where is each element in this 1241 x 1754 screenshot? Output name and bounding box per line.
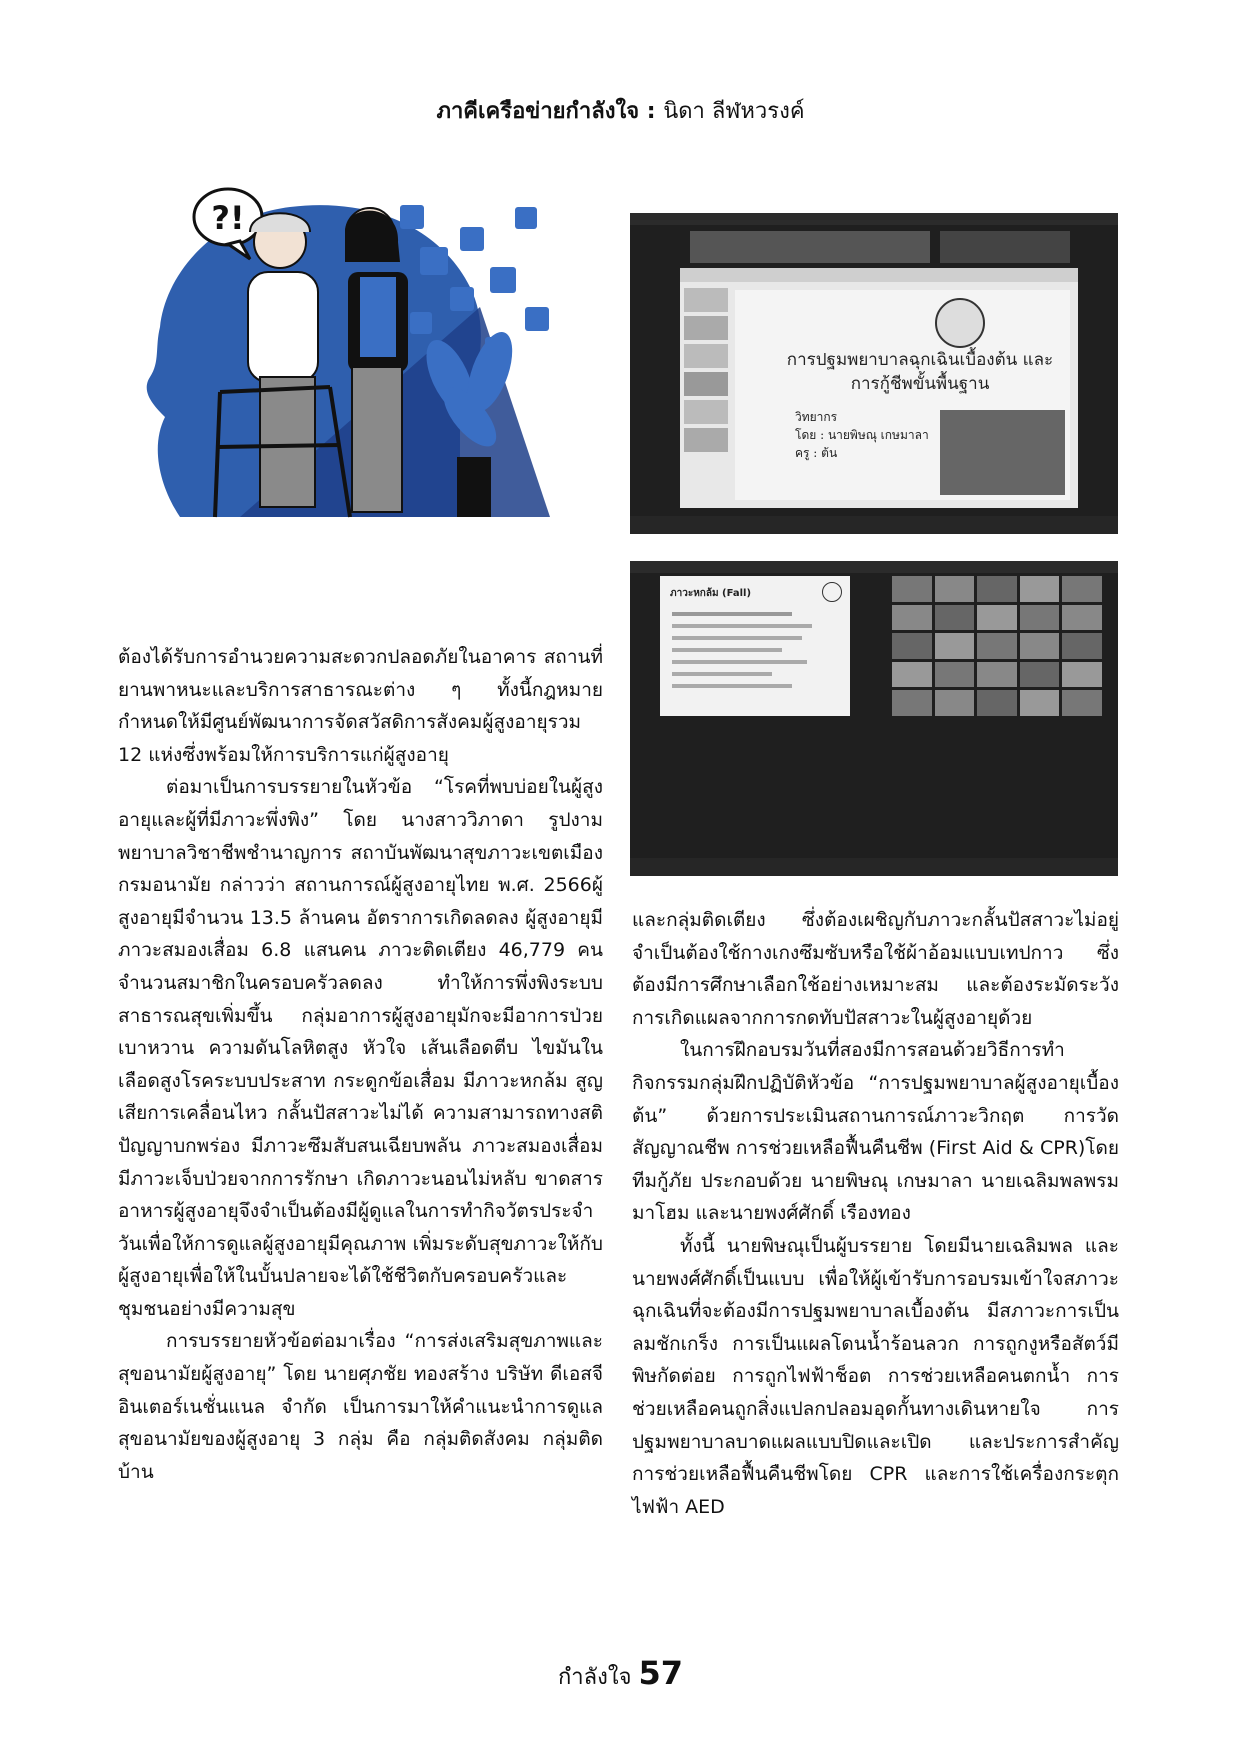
paragraph: ต้องได้รับการอำนวยความสะดวกปลอดภัยในอาคาร สถานที่ยานพาหนะและบริการสาธารณะต่าง ๆ ทั้งนี้กฎหมายกำหนดให้มีศูนย์พัฒนาการจัดสวัสดิการสังคมผู้สูงอายุรวม 12 แห่งซึ่งพร้อมให้การบริการแก่ผู้สูงอายุ — [118, 646, 603, 766]
video-conference-screenshot-1 — [630, 213, 1118, 534]
team-photo — [940, 410, 1065, 495]
shared-slide — [660, 576, 850, 716]
paragraph: ในการฝึกอบรมวันที่สองมีการสอนด้วยวิธีการทำกิจกรรมกลุ่มฝึกปฏิบัติหัวข้อ “การปฐมพยาบาลผู้สูงอายุเบื้องต้น” ด้วยการประเมินสถานการณ์ภาวะวิกฤต การวัดสัญญาณชีพ การช่วยเหลือฟื้นคืนชีพ (First Aid & CPR)โดยทีมกู้ภัย ประกอบด้วย นายพิษณุ เกษมาลา นายเฉลิมพลพรมมาโฮม และนายพงศ์ศักดิ์ เรืองทอง — [632, 1039, 1119, 1225]
participant-thumbnails — [690, 231, 930, 263]
page-number: 57 — [638, 1654, 684, 1692]
caregiver-illustration — [120, 187, 605, 577]
magazine-name: กำลังใจ — [557, 1665, 632, 1690]
slide-speaker-line2: ครู : ต้น — [795, 446, 838, 460]
paragraph: และกลุ่มติดเตียง ซึ่งต้องเผชิญกับภาวะกลั้นปัสสาวะไม่อยู่จำเป็นต้องใช้กางเกงซึมซับหรือใช้ผ้าอ้อมแบบเทปกาว ซึ่งต้องมีการศึกษาเลือกใช้อย่างเหมาะสม และต้องระมัดระวังการเกิดแผลจากการกดทับปัสสาวะในผู้สูงอายุด้วย — [632, 909, 1119, 1029]
slide-speaker-line1: โดย : นายพิษณุ เกษมาลา — [795, 428, 929, 442]
meeting-controls-bar[interactable] — [630, 858, 1118, 876]
presentation-toolbar — [680, 268, 1078, 282]
meeting-controls-bar[interactable] — [630, 516, 1118, 534]
slide-logo — [822, 582, 842, 602]
shared-slide — [680, 268, 1078, 508]
speech-bubble-text: ?! — [211, 199, 245, 237]
window-titlebar — [630, 561, 1118, 573]
page-footer — [0, 1654, 1241, 1694]
video-conference-screenshot-2 — [630, 561, 1118, 876]
slide-title-line2: การกู้ชีพขั้นพื้นฐาน — [850, 374, 990, 394]
rescue-team-logo — [935, 298, 985, 348]
paragraph: การบรรยายหัวข้อต่อมาเรื่อง “การส่งเสริมสุขภาพและสุขอนามัยผู้สูงอายุ” โดย นายศุภชัย ทองสร้าง บริษัท ดีเอสจีอินเตอร์เนชั่นแนล จำกัด เป็นการมาให้คำแนะนำการดูแลสุขอนามัยของผู้สูงอายุ 3 กลุ่ม คือ กลุ่มติดสังคม กลุ่มติดบ้าน — [118, 1330, 603, 1483]
slide-title: ภาวะหกล้ม (Fall) — [670, 588, 752, 599]
participant-gallery[interactable] — [892, 576, 1102, 716]
slide-title-line1: การปฐมพยาบาลฉุกเฉินเบื้องต้น และ — [786, 350, 1054, 370]
author-name: นิดา ลีฬหวรงค์ — [663, 99, 805, 124]
slide-speaker-label: วิทยากร — [795, 410, 838, 424]
section-title: ภาคีเครือข่ายกำลังใจ — [436, 99, 640, 124]
window-titlebar — [630, 213, 1118, 225]
paragraph: ต่อมาเป็นการบรรยายในหัวข้อ “โรคที่พบบ่อยในผู้สูงอายุและผู้ที่มีภาวะพึ่งพิง” โดย นางสาววิภาดา รูปงามพยาบาลวิชาชีพชำนาญการ สถาบันพัฒนาสุขภาวะเขตเมืองกรมอนามัย กล่าวว่า สถานการณ์ผู้สูงอายุไทย พ.ศ. 2566ผู้สูงอายุมีจำนวน 13.5 ล้านคน อัตราการเกิดลดลง ผู้สูงอายุมีภาวะสมองเสื่อม 6.8 แสนคน ภาวะติดเตียง 46,779 คนจำนวนสมาชิกในครอบครัวลดลง ทำให้การพึ่งพิงระบบสาธารณสุขเพิ่มขึ้น กลุ่มอาการผู้สูงอายุมักจะมีอาการป่วยเบาหวาน ความดันโลหิตสูง หัวใจ เส้นเลือดตีบ ไขมันในเลือดสูงโรคระบบประสาท กระดูกข้อเสื่อม มีภาวะหกล้ม สูญเสียการเคลื่อนไหว กลั้นปัสสาวะไม่ได้ ความสามารถทางสติปัญญาบกพร่อง มีภาวะซึมสับสนเฉียบพลัน ภาวะสมองเสื่อม มีภาวะเจ็บป่วยจากการรักษา เกิดภาวะนอนไม่หลับ ขาดสารอาหารผู้สูงอายุจึงจำเป็นต้องมีผู้ดูแลในการทำกิจวัตรประจำวันเพื่อให้การดูแลผู้สูงอายุมีคุณภาพ เพิ่มระดับสุขภาวะให้กับผู้สูงอายุเพื่อให้ในบั้นปลายจะได้ใช้ชีวิตกับครอบครัวและชุมชนอย่างมีความสุข — [118, 776, 603, 1320]
header-separator: : — [639, 99, 664, 124]
page-header — [0, 93, 1241, 128]
left-column — [118, 641, 603, 1488]
right-column — [632, 904, 1119, 1523]
participant-controls — [940, 231, 1070, 263]
slide-thumbnails — [684, 288, 728, 498]
paragraph: ทั้งนี้ นายพิษณุเป็นผู้บรรยาย โดยมีนายเฉลิมพล และนายพงศ์ศักดิ์เป็นแบบ เพื่อให้ผู้เข้ารับการอบรมเข้าใจสภาวะฉุกเฉินที่จะต้องมีการปฐมพยาบาลเบื้องต้น มีสภาวะการเป็นลมชักเกร็ง การเป็นแผลโดนน้ำร้อนลวก การถูกงูหรือสัตว์มีพิษกัดต่อย การถูกไฟฟ้าช็อต การช่วยเหลือคนตกน้ำ การช่วยเหลือคนถูกสิ่งแปลกปลอมอุดกั้นทางเดินหายใจ การปฐมพยาบาลบาดแผลแบบปิดและเปิด และประการสำคัญการช่วยเหลือฟื้นคืนชีพโดย CPR และการใช้เครื่องกระตุกไฟฟ้า AED — [632, 1234, 1119, 1518]
